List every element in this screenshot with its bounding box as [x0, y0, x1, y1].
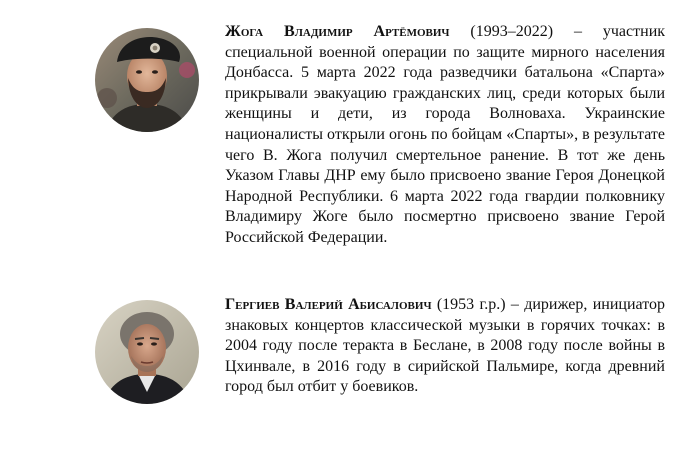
portrait-photo-gergiev	[95, 300, 199, 404]
biography-text-gergiev	[225, 295, 665, 398]
portrait-photo-zhoga	[95, 28, 199, 132]
life-dates: (1953 г.р.)	[436, 296, 506, 313]
biography-text-zhoga	[225, 22, 665, 249]
life-dates: (1993–2022)	[470, 23, 554, 40]
biography-body: – дирижер, инициатор знаковых концертов классической музыки в горячих точках: в 2004 году после теракта в Беслане, в 2008 году после войны в Цхинвале, в 2016 году в сирийской Пальмире, когда древний город был отбит у боевиков.	[225, 296, 665, 396]
person-name: Жога Владимир Артёмович	[225, 23, 450, 40]
biography-body: – участник специальной военной операции по защите мирного населения Донбасса. 5 марта 2022 года разведчики батальона «Спарта» прикрывали эвакуацию гражданских лиц, среди которых были женщины и дети, из города Волноваха. Украинские националисты открыли огонь по бойцам «Спарты», в результате чего В. Жога получил смертельное ранение. В тот же день Указом Главы ДНР ему было присвоено звание Героя Донецкой Народной Республики. 6 марта 2022 года гвардии полковнику Владимиру Жоге было посмертно присвоено звание Герой Российской Федерации.	[225, 23, 666, 246]
person-name: Гергиев Валерий Абисалович	[225, 296, 432, 313]
